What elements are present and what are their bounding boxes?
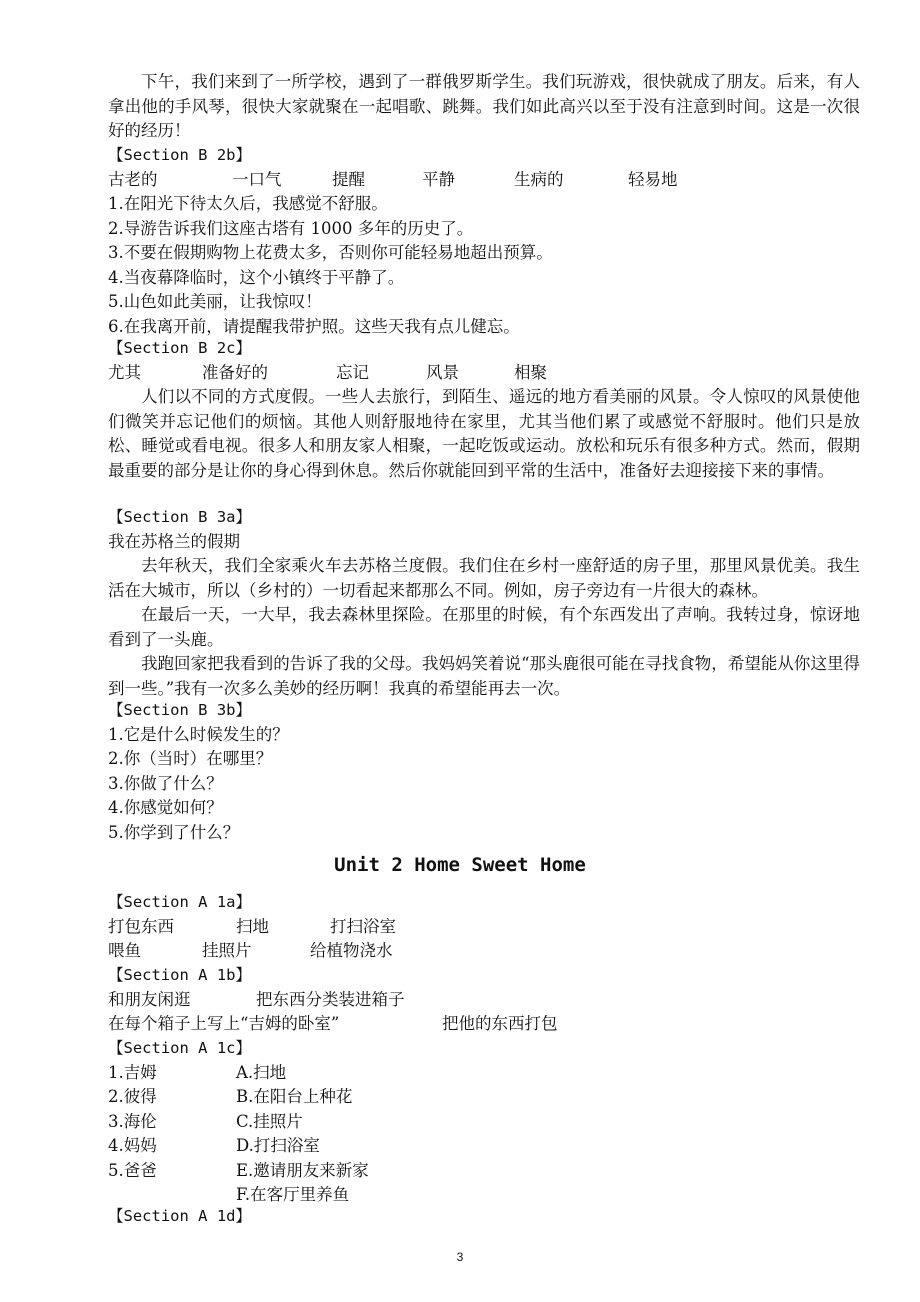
sentence: 4.当夜幕降临时，这个小镇终于平静了。	[108, 267, 405, 287]
word: 提醒	[332, 169, 365, 189]
person: 2.彼得	[108, 1087, 157, 1106]
phrase: 和朋友闲逛	[108, 989, 191, 1009]
phrase: 打扫浴室	[330, 916, 396, 936]
word: 忘记	[336, 362, 369, 382]
phrase: 喂鱼	[108, 941, 141, 960]
word-bank	[108, 361, 860, 386]
task: B.在阳台上种花	[236, 1087, 353, 1106]
section-b-3b	[108, 698, 860, 845]
word: 一口气	[232, 169, 282, 189]
unit-title: Unit 2 Home Sweet Home	[334, 854, 586, 876]
section-a-1a	[108, 890, 860, 964]
person: 5.爸爸	[108, 1160, 157, 1180]
section-header: 【Section B 3b】	[108, 701, 251, 719]
page-number: 3	[456, 1250, 464, 1264]
word: 轻易地	[628, 169, 678, 189]
task: C.挂照片	[236, 1111, 303, 1131]
phrase: 把他的东西打包	[442, 1014, 558, 1033]
section-header: 【Section A 1d】	[108, 1207, 251, 1225]
question: 3.你做了什么？	[108, 773, 223, 793]
paragraph: 人们以不同的方式度假。一些人去旅行，到陌生、遥远的地方看美丽的风景。令人惊叹的风景使他们微笑并忘记他们的烦恼。其他人则舒服地待在家里，尤其当他们累了或感觉不舒服时。他们只是放松、睡觉或看电视。很多人和朋友家人相聚，一起吃饭或运动。放松和玩乐有很多种方式。然而，假期最重要的部分是让你的身心得到休息。然后你就能回到平常的生活中，准备好去迎接接下来的事情。	[108, 387, 860, 480]
match-row	[108, 1134, 860, 1159]
phrase-row	[108, 988, 860, 1013]
passage-title: 我在苏格兰的假期	[108, 531, 240, 551]
paragraph: 去年秋天，我们全家乘火车去苏格兰度假。我们住在乡村一座舒适的房子里，那里风景优美。我生活在大城市，所以（乡村的）一切看起来都那么不同。例如，房子旁边有一片很大的森林。	[108, 556, 860, 600]
phrase: 在每个箱子上写上“吉姆的卧室”	[108, 1014, 340, 1033]
word: 古老的	[108, 169, 158, 189]
sentence: 3.不要在假期购物上花费太多，否则你可能轻易地超出预算。	[108, 243, 553, 262]
phrase-row	[108, 939, 860, 964]
sentence: 5.山色如此美丽，让我惊叹！	[108, 292, 322, 311]
section-b-2c	[108, 336, 860, 483]
paragraph: 我跑回家把我看到的告诉了我的父母。我妈妈笑着说“那头鹿很可能在寻找食物，希望能从你这里得到一些。”我有一次多么美妙的经历啊！我真的希望能再去一次。	[108, 654, 860, 698]
section-header: 【Section B 2b】	[108, 146, 251, 164]
question: 2.你（当时）在哪里？	[108, 749, 273, 768]
sentence: 2.导游告诉我们这座古塔有 1000 多年的历史了。	[108, 218, 474, 238]
task: E.邀请朋友来新家	[236, 1160, 369, 1180]
phrase: 给植物浇水	[310, 941, 393, 960]
section-b-2b	[108, 143, 860, 339]
match-row	[108, 1159, 860, 1184]
section-a-1d	[108, 1204, 860, 1229]
person: 4.妈妈	[108, 1136, 157, 1155]
match-row	[108, 1085, 860, 1110]
section-a-1c	[108, 1036, 860, 1208]
word: 生病的	[514, 169, 564, 189]
task: A.扫地	[236, 1062, 287, 1082]
task: F.在客厅里养鱼	[236, 1185, 350, 1204]
section-a-1b	[108, 963, 860, 1037]
phrase: 打包东西	[108, 916, 174, 936]
section-header: 【Section B 3a】	[108, 508, 251, 526]
section-header: 【Section A 1b】	[108, 966, 251, 984]
word: 风景	[426, 362, 459, 382]
section-header: 【Section A 1a】	[108, 893, 251, 911]
phrase: 挂照片	[202, 941, 252, 960]
phrase-row	[108, 1012, 860, 1037]
sentence: 6.在我离开前，请提醒我带护照。这些天我有点儿健忘。	[108, 316, 520, 336]
paragraph: 下午，我们来到了一所学校，遇到了一群俄罗斯学生。我们玩游戏，很快就成了朋友。后来，有人拿出他的手风琴，很快大家就聚在一起唱歌、跳舞。我们如此高兴以至于没有注意到时间。这是一次很好的经历！	[108, 72, 860, 140]
word: 平静	[422, 169, 455, 189]
phrase: 把东西分类装进箱子	[256, 989, 405, 1009]
phrase-row	[108, 915, 860, 940]
section-b-3a	[108, 505, 860, 701]
question: 4.你感觉如何？	[108, 798, 223, 817]
task: D.打扫浴室	[236, 1136, 320, 1155]
word-bank	[108, 168, 860, 193]
intro-paragraph	[108, 70, 860, 144]
person: 1.吉姆	[108, 1062, 157, 1082]
match-row	[108, 1061, 860, 1086]
word: 相聚	[514, 362, 547, 382]
word: 尤其	[108, 362, 141, 382]
sentence: 1.在阳光下待太久后，我感觉不舒服。	[108, 194, 388, 213]
match-row	[108, 1110, 860, 1135]
section-header: 【Section A 1c】	[108, 1039, 251, 1057]
person: 3.海伦	[108, 1111, 157, 1131]
section-header: 【Section B 2c】	[108, 339, 251, 357]
question: 1.它是什么时候发生的？	[108, 724, 289, 744]
question: 5.你学到了什么？	[108, 822, 240, 842]
phrase: 扫地	[236, 916, 269, 936]
paragraph: 在最后一天，一大早，我去森林里探险。在那里的时候，有个东西发出了声响。我转过身，惊讶地看到了一头鹿。	[108, 605, 860, 649]
word: 准备好的	[202, 362, 268, 382]
